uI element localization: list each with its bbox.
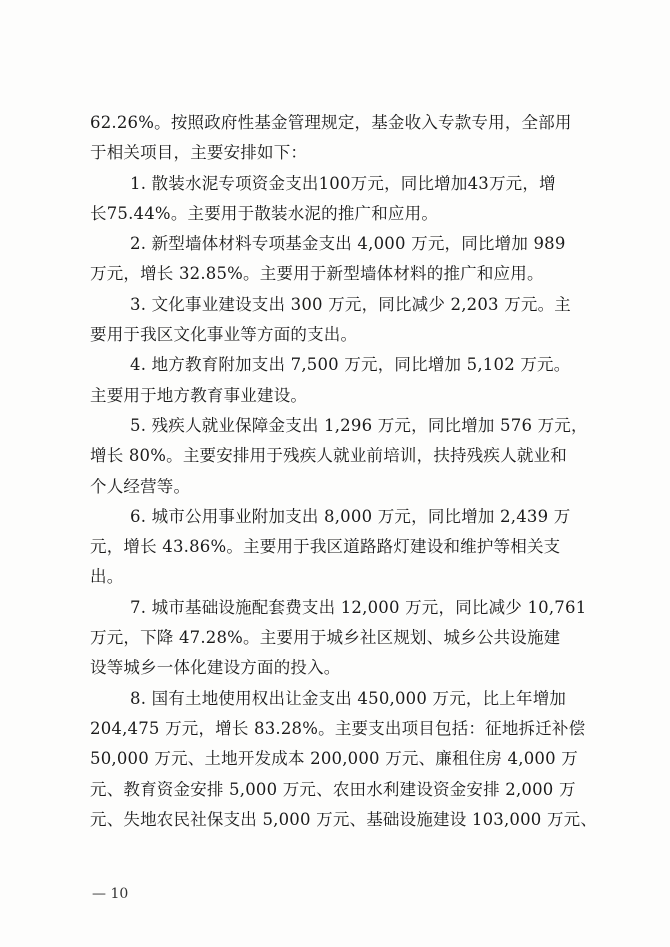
page-number: — 10 <box>92 886 129 902</box>
text-line: 62.26%。按照政府性基金管理规定，基金收入专款专用，全部用 <box>90 113 572 132</box>
text-line: 元、失地农民社保支出 5,000 万元、基础设施建设 103,000 万元、 <box>90 809 598 829</box>
text-line: 7. 城市基础设施配套费支出 12,000 万元，同比减少 10,761 <box>130 597 587 617</box>
text-line: 元，增长 43.86%。主要用于我区道路路灯建设和维护等相关支 <box>90 537 561 557</box>
text-line: 于相关项目，主要安排如下： <box>90 143 308 163</box>
text-line: 8. 国有土地使用权出让金支出 450,000 万元，比上年增加 <box>130 688 567 708</box>
text-line: 6. 城市公用事业附加支出 8,000 万元，同比增加 2,439 万 <box>130 506 571 526</box>
text-line: 1. 散装水泥专项资金支出100万元，同比增加43万元，增 <box>130 173 556 193</box>
text-line: 204,475 万元，增长 83.28%。主要支出项目包括：征地拆迁补偿 <box>90 718 586 738</box>
text-line: 元、教育资金安排 5,000 万元、农田水利建设资金安排 2,000 万 <box>90 779 576 799</box>
text-line: 万元，下降 47.28%。主要用于城乡社区规划、城乡公共设施建 <box>90 628 561 648</box>
text-line: 主要用于地方教育事业建设。 <box>90 385 308 405</box>
text-line: 增长 80%。主要安排用于残疾人就业前培训，扶持残疾人就业和 <box>90 446 567 466</box>
text-line: 50,000 万元、土地开发成本 200,000 万元、廉租住房 4,000 万 <box>90 749 578 769</box>
text-line: 个人经营等。 <box>90 476 191 496</box>
text-line: 2. 新型墙体材料专项基金支出 4,000 万元，同比增加 989 <box>130 234 566 254</box>
text-line: 万元，增长 32.85%。主要用于新型墙体材料的推广和应用。 <box>90 264 544 284</box>
text-line: 设等城乡一体化建设方面的投入。 <box>90 658 341 678</box>
text-line: 3. 文化事业建设支出 300 万元，同比减少 2,203 万元。主 <box>130 294 571 314</box>
text-line: 5. 残疾人就业保障金支出 1,296 万元，同比增加 576 万元， <box>130 415 588 435</box>
text-line: 要用于我区文化事业等方面的支出。 <box>90 325 358 345</box>
text-line: 4. 地方教育附加支出 7,500 万元，同比增加 5,102 万元。 <box>130 355 571 375</box>
text-line: 出。 <box>90 567 124 587</box>
text-line: 长75.44%。主要用于散装水泥的推广和应用。 <box>90 203 439 223</box>
document-body <box>90 108 600 835</box>
